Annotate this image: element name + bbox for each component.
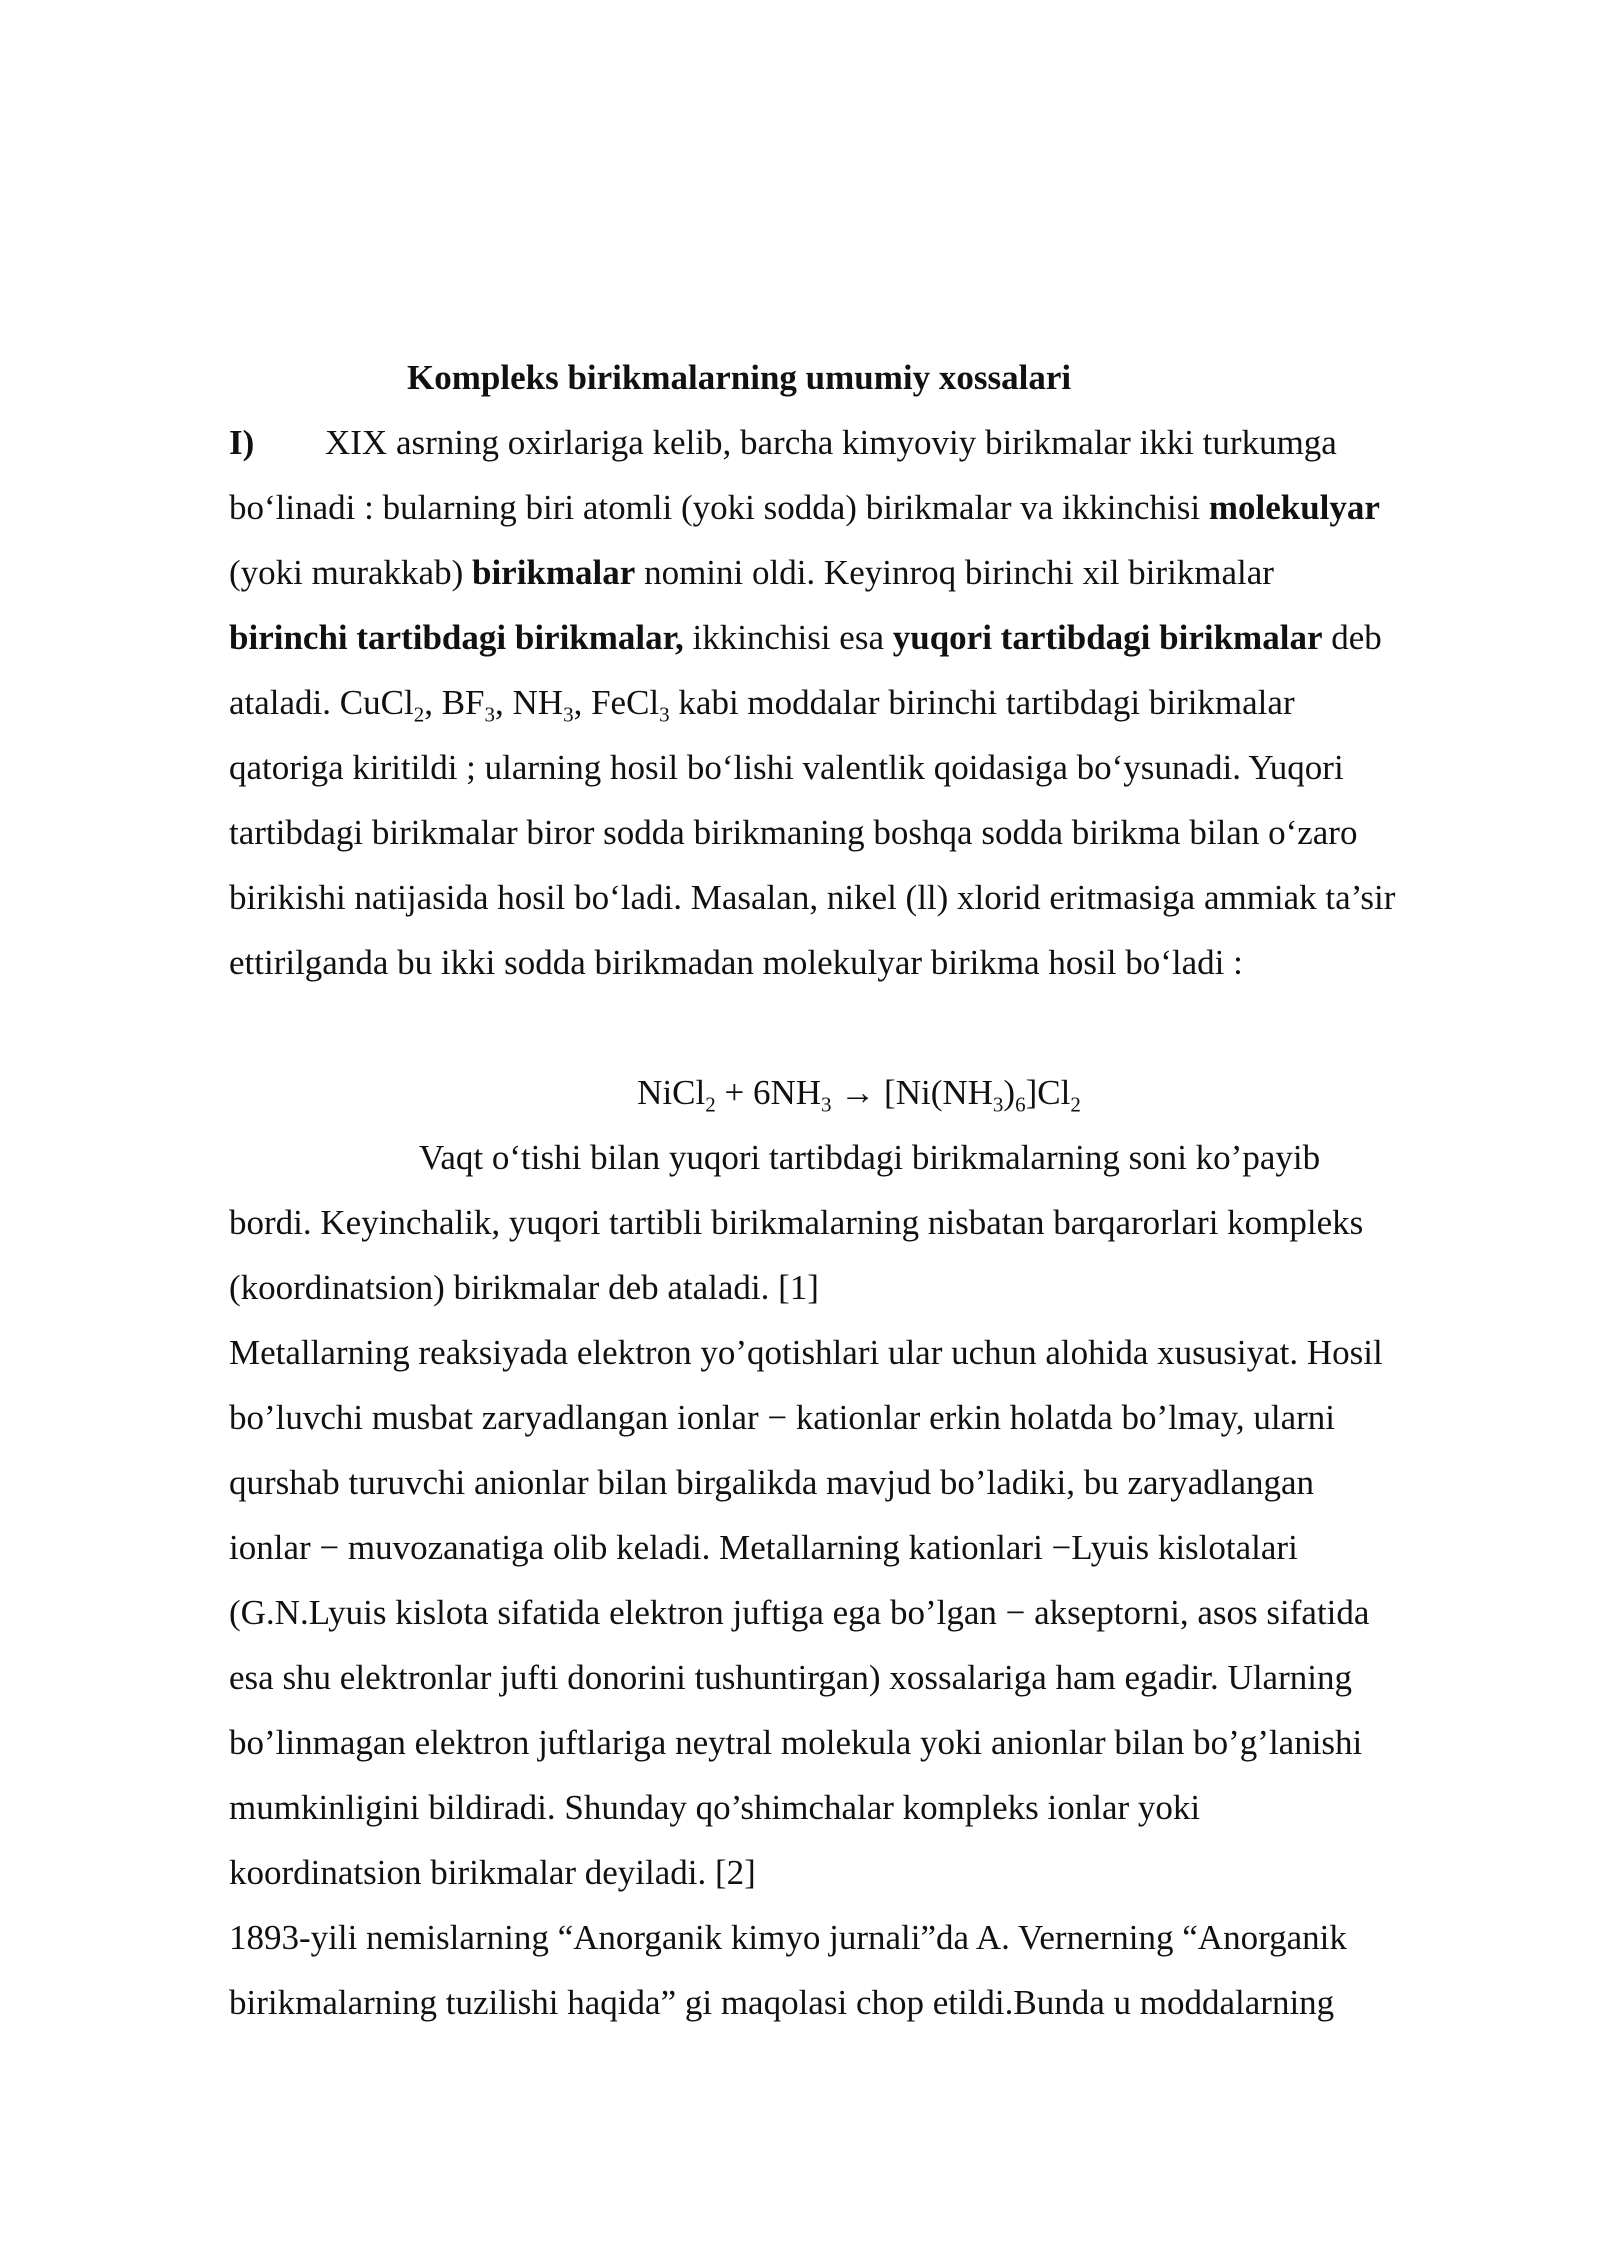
text-run: , BF — [424, 683, 485, 722]
paragraph-1-line-8: birikishi natijasida hosil bo‘ladi. Masalan, nikel (ll) xlorid eritmasiga ammiak ta’sir — [229, 878, 1396, 917]
subscript: 3 — [821, 1092, 832, 1117]
paragraph-3-line-4: ionlar − muvozanatiga olib keladi. Metallarning kationlari −Lyuis kislotalari — [229, 1528, 1298, 1567]
text-run: , NH — [495, 683, 564, 722]
text-run: , FeCl — [573, 683, 660, 722]
text-run: ataladi. CuCl — [229, 683, 414, 722]
equation-part: → [Ni(NH — [831, 1073, 993, 1112]
subscript: 3 — [484, 702, 496, 727]
document-body — [229, 345, 1519, 2035]
bold-term-birinchi-tartibdagi: birinchi tartibdagi birikmalar, — [229, 618, 684, 657]
paragraph-1-line-5 — [229, 670, 1519, 735]
text-run: nomini oldi. Keyinroq birinchi xil birikmalar — [635, 553, 1274, 592]
paragraph-3-line-8: mumkinligini bildiradi. Shunday qo’shimchalar kompleks ionlar yoki — [229, 1788, 1201, 1827]
subscript: 2 — [413, 702, 425, 727]
chemical-equation — [229, 1060, 1489, 1125]
bold-term-yuqori-tartibdagi: yuqori tartibdagi birikmalar — [892, 618, 1323, 657]
paragraph-2-line-3: (koordinatsion) birikmalar deb ataladi. [1] — [229, 1268, 819, 1307]
paragraph-3-line-7: bo’linmagan elektron juftlariga neytral molekula yoki anionlar bilan bo’g’lanishi — [229, 1723, 1363, 1762]
document-title: Kompleks birikmalarning umumiy xossalari — [407, 358, 1072, 397]
paragraph-1-line-2 — [229, 475, 1519, 540]
paragraph-1-line-7: tartibdagi birikmalar biror sodda birikmaning boshqa sodda birikma bilan o‘zaro — [229, 813, 1358, 852]
section-marker: I) — [229, 423, 255, 462]
paragraph-3-line-2: bo’luvchi musbat zaryadlangan ionlar − kationlar erkin holatda bo’lmay, ularni — [229, 1398, 1336, 1437]
paragraph-3-line-1: Metallarning reaksiyada elektron yo’qotishlari ular uchun alohida xususiyat. Hosil — [229, 1333, 1383, 1372]
equation-part: + 6NH — [715, 1073, 822, 1112]
equation-part: NiCl — [637, 1073, 706, 1112]
paragraph-2-line-2: bordi. Keyinchalik, yuqori tartibli birikmalarning nisbatan barqarorlari kompleks — [229, 1203, 1364, 1242]
text-run: ikkinchisi esa — [683, 618, 893, 657]
text-run: (yoki murakkab) — [229, 553, 472, 592]
subscript: 3 — [659, 702, 670, 727]
subscript: 3 — [563, 702, 574, 727]
equation-part: ) — [1003, 1073, 1016, 1112]
paragraph-2-line-1: Vaqt o‘tishi bilan yuqori tartibdagi birikmalarning soni ko’payib — [419, 1138, 1321, 1177]
paragraph-3-line-3: qurshab turuvchi anionlar bilan birgalikda mavjud bo’ladiki, bu zaryadlangan — [229, 1463, 1315, 1502]
text-run: XIX asrning oxirlariga kelib, barcha kimyoviy birikmalar ikki turkumga — [325, 423, 1337, 462]
paragraph-1-line-6: qatoriga kiritildi ; ularning hosil bo‘lishi valentlik qoidasiga bo‘ysunadi. Yuqori — [229, 748, 1344, 787]
subscript: 2 — [705, 1092, 716, 1117]
bold-term-birikmalar: birikmalar — [471, 553, 636, 592]
paragraph-3-line-6: esa shu elektronlar jufti donorini tushuntirgan) xossalariga ham egadir. Ularning — [229, 1658, 1352, 1697]
paragraph-3-line-9: koordinatsion birikmalar deyiladi. [2] — [229, 1853, 756, 1892]
paragraph-4-line-1: 1893-yili nemislarning “Anorganik kimyo jurnali”da A. Vernerning “Anorganik — [229, 1918, 1347, 1957]
paragraph-1-line-4 — [229, 605, 1519, 670]
subscript: 3 — [992, 1092, 1004, 1117]
paragraph-3-line-5: (G.N.Lyuis kislota sifatida elektron juftiga ega bo’lgan − akseptorni, asos sifatida — [229, 1593, 1370, 1632]
paragraph-1-line-1 — [229, 410, 1519, 475]
paragraph-4-line-2: birikmalarning tuzilishi haqida” gi maqolasi chop etildi.Bunda u moddalarning — [229, 1983, 1335, 2022]
paragraph-1-line-9: ettirilganda bu ikki sodda birikmadan molekulyar birikma hosil bo‘ladi : — [229, 943, 1243, 982]
blank-line — [229, 995, 1519, 1060]
text-run: bo‘linadi : bularning biri atomli (yoki sodda) birikmalar va ikkinchisi — [229, 488, 1209, 527]
subscript: 2 — [1070, 1092, 1081, 1117]
text-run: deb — [1322, 618, 1382, 657]
paragraph-1-line-3 — [229, 540, 1519, 605]
equation-part: ]Cl — [1025, 1073, 1071, 1112]
subscript: 6 — [1015, 1092, 1026, 1117]
text-run: kabi moddalar birinchi tartibdagi birikmalar — [669, 683, 1295, 722]
bold-term-molekulyar: molekulyar — [1208, 488, 1380, 527]
